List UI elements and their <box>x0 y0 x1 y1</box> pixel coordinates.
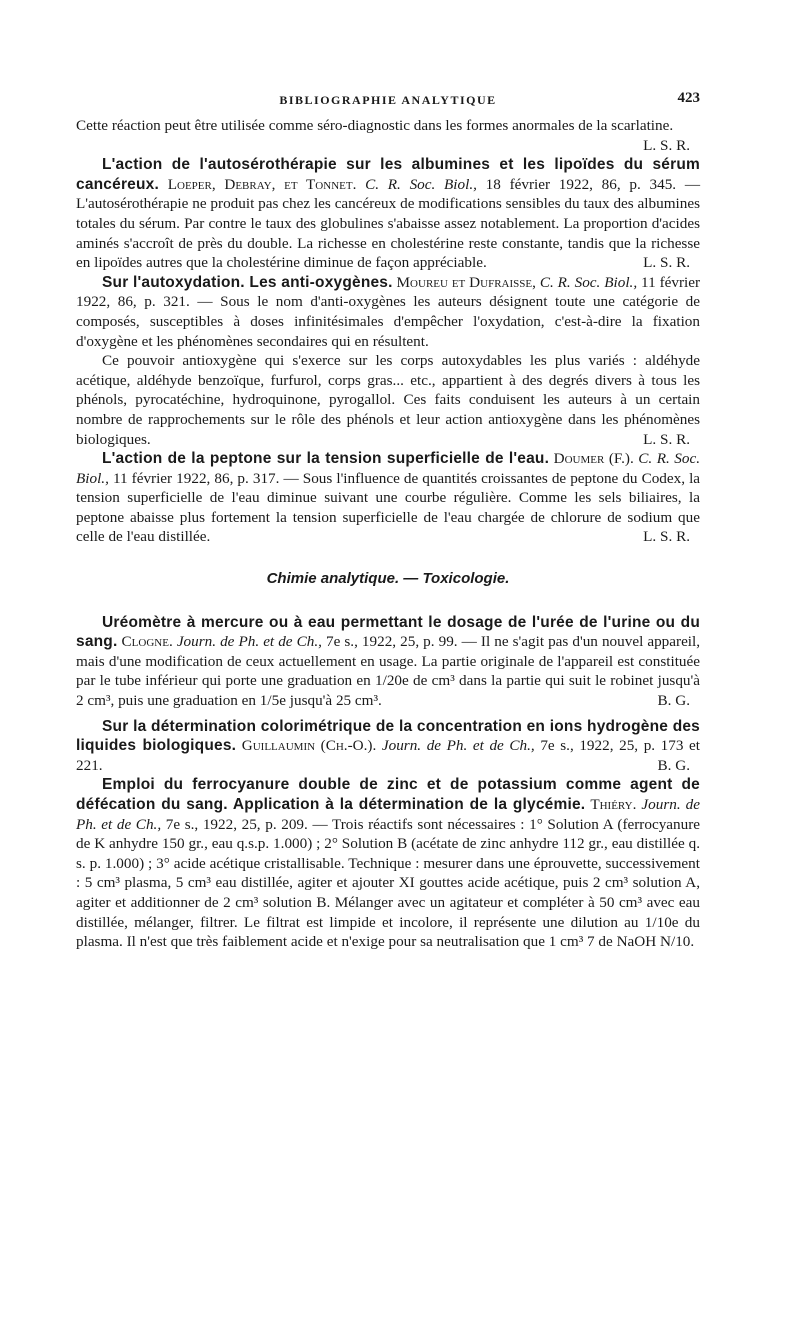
page-number: 423 <box>677 90 700 106</box>
entry-signature: L. S. R. <box>643 254 690 272</box>
entry-text: — Trois réactifs sont nécessaires : 1° Solution A (ferrocyanure de K anhydre 150 gr., eau q.s.p. 1.000) ; 2° Solution B (acétate de zinc anhydre 112 gr., eau distillée q. s. p. 1.000) ; 3° acide acétique cristallisable. Technique : mesurer dans une éprouvette, successivement : 5 cm³ plasma, 5 cm³ eau distillée, agiter et ajouter XI gouttes acide acétique, puis 2 cm³ solution A, agiter et additionner de 2 cm³ solution B. Mélanger avec un agitateur et compléter à 50 cm³ avec eau distillée, mélanger, filtrer. Le filtrat est limpide et incolore, il représente une dilution au 1/10e du plasma. Il n'est que très faiblement acide et n'exige pour sa neutralisation que 1 cm³ 7 de NaOH N/10. <box>76 815 701 951</box>
entry-journal: C. R. Soc. Biol., <box>365 175 477 193</box>
section-heading: Chimie analytique. — Toxicologie. <box>266 570 510 588</box>
entry-scarlatine <box>76 116 700 155</box>
entry-citation: 18 février 1922, 86, p. 345. <box>485 175 677 193</box>
entry-text: — Il ne s'agit pas d'un nouvel appareil, mais d'une modification de ceux actuellement en usage. La partie originale de l'appareil est constituée par le tube inférieur qui porte une graduation en 1/20e de cm³ dans la partie qui suit le robinet jusqu'à 2 cm³, puis une graduation en 1/5e jusqu'à 25 cm³. <box>76 633 701 710</box>
entry-colorimetrique <box>76 717 700 776</box>
entry-signature: L. S. R. <box>643 136 690 154</box>
entry-journal: Journ. de Ph. et de Ch., <box>76 796 700 833</box>
entry-autoserotherapie <box>76 155 700 273</box>
entry-signature: B. G. <box>657 756 690 774</box>
entry-text-continued: Ce pouvoir antioxygène qui s'exerce sur les corps autoxydables les plus variés : aldéhyde acétique, aldéhyde benzoïque, furfurol, corps gras... etc., appartient à des degrés divers à tous les phénols, pyrocatéchine, hydroquinone, pyrogallol. Ces faits conduisent les auteurs à un certain nombre de rapprochements sur le rôle des phénols et leur action antioxygène dans les phénomènes biologiques. <box>76 352 700 448</box>
entry-title: Emploi du ferrocyanure double de zinc et de potassium comme agent de défécation du sang. Application à la détermination de la glycémie. <box>76 776 700 813</box>
entry-journal: C. R. Soc. Biol., <box>539 273 638 291</box>
entry-signature: B. G. <box>657 692 690 710</box>
entry-journal: Journ. de Ph. et de Ch., <box>176 633 322 651</box>
page-body <box>76 116 700 952</box>
entry-autoxydation-continued <box>76 351 700 449</box>
entry-autoxydation <box>76 273 700 351</box>
entry-citation: 7e s., 1922, 25, p. 209. <box>165 815 308 833</box>
entry-authors: Moureu et Dufraisse, <box>396 273 536 291</box>
entry-title: L'action de l'autosérothérapie sur les albumines et les lipoïdes du sérum cancéreux. <box>76 156 700 193</box>
entry-citation: 11 février 1922, 86, p. 321. <box>76 273 701 311</box>
entry-ureometre <box>76 613 700 711</box>
entry-authors: Loeper, Debray, et Tonnet. <box>167 175 357 193</box>
entry-authors: Clogne. <box>121 633 173 651</box>
entry-citation: 7e s., 1922, 25, p. 173 et 221. <box>76 737 701 774</box>
entry-signature: L. S. R. <box>643 528 690 546</box>
entry-title: Sur l'autoxydation. Les anti-oxygènes. <box>102 273 393 291</box>
entry-citation: 7e s., 1922, 25, p. 99. <box>325 633 458 651</box>
entry-signature: L. S. R. <box>643 430 690 448</box>
entry-text: — L'autosérothérapie ne produit pas chez les cancéreux de modifications sensibles du taux des albumines totales du sérum. Par contre le taux des globulines s'abaisse assez notablement. La proportion d'acides aminés s'accroît de près du double. La richesse en cholestérine reste constante, tandis que la richesse en lipoïdes autres que la cholestérine diminue de façon appréciable. <box>76 175 701 272</box>
entry-text: — Sous l'influence de quantités croissantes de peptone du Codex, la tension superficielle de l'eau diminue suivant une courbe régulière. Comme les sels biliaires, la peptone abaisse plus fortement la tension superficielle de l'eau chargée de chlorure de sodium que celle de l'eau distillée. <box>76 469 701 546</box>
entry-ferrocyanure <box>76 775 700 951</box>
entry-citation: 11 février 1922, 86, p. 317. <box>112 469 280 487</box>
entry-peptone <box>76 449 700 547</box>
entry-text: — Sous le nom d'anti-oxygènes les auteurs désignent toute une catégorie de composés, susceptibles à doses infinitésimales d'empêcher l'oxydation, c'est-à-dire la fixation d'oxygène et les phénomènes secondaires qui en résultent. <box>76 293 700 350</box>
entry-title: L'action de la peptone sur la tension superficielle de l'eau. <box>102 450 550 468</box>
entry-journal: C. R. Soc. Biol., <box>76 450 701 487</box>
entry-title: Sur la détermination colorimétrique de la concentration en ions hydrogène des liquides biologiques. <box>76 717 700 755</box>
running-header <box>76 90 700 112</box>
running-title: BIBLIOGRAPHIE ANALYTIQUE <box>279 93 497 107</box>
entry-text: Cette réaction peut être utilisée comme séro-diagnostic dans les formes anormales de la scarlatine. <box>76 117 674 134</box>
entry-journal: Journ. de Ph. et de Ch., <box>381 737 535 755</box>
entry-authors: Doumer (F.). <box>553 450 634 468</box>
entry-title: Uréomètre à mercure ou à eau permettant le dosage de l'urée de l'urine ou du sang. <box>76 613 700 651</box>
entry-authors: Thiéry. <box>590 796 637 813</box>
entry-authors: Guillaumin (Ch.-O.). <box>241 737 377 755</box>
